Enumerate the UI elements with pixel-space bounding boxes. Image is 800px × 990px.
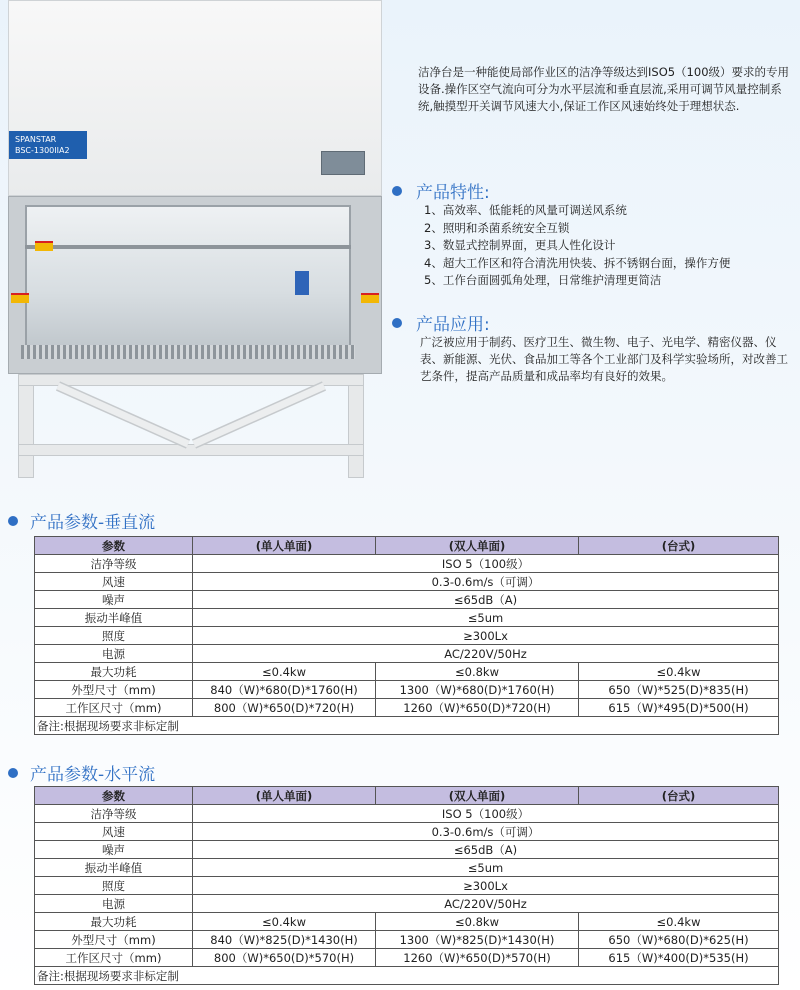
table-row	[35, 913, 779, 931]
param-value: AC/220V/50Hz	[193, 895, 779, 913]
param-value: ISO 5（100级）	[193, 555, 779, 573]
param-label: 噪声	[35, 841, 193, 859]
param-label: 振动半峰值	[35, 609, 193, 627]
table-note-row	[35, 967, 779, 985]
table-row	[35, 555, 779, 573]
param-label: 洁净等级	[35, 555, 193, 573]
brand-name: SPANSTAR	[15, 135, 57, 144]
brand-label	[9, 131, 87, 159]
param-label: 工作区尺寸（mm)	[35, 949, 193, 967]
horizontal-table-heading	[8, 760, 155, 785]
param-label: 最大功耗	[35, 663, 193, 681]
table-row	[35, 877, 779, 895]
bullet-icon	[392, 318, 402, 328]
header-cell: (双人单面)	[376, 537, 579, 555]
param-label: 工作区尺寸（mm)	[35, 699, 193, 717]
table-note-row	[35, 717, 779, 735]
applications-title: 产品应用:	[416, 315, 490, 335]
feature-list	[424, 202, 730, 290]
param-value: ≥300Lx	[193, 627, 779, 645]
applications-text: 广泛被应用于制药、医疗卫生、微生物、电子、光电学、精密仪器、仪表、新能源、光伏、食品加工等各个工业部门及科学实验场所，对改善工艺条件，提高产品质量和成品率均有良好的效果。	[420, 335, 788, 383]
param-value: 650（W)*525(D)*835(H)	[579, 681, 779, 699]
cabinet-stand	[18, 374, 364, 478]
param-value: ≤5um	[193, 859, 779, 877]
param-value: 1300（W)*680(D)*1760(H)	[376, 681, 579, 699]
param-label: 外型尺寸（mm)	[35, 681, 193, 699]
param-value: ISO 5（100级）	[193, 805, 779, 823]
applications-heading	[392, 310, 490, 335]
stand-brace	[18, 374, 364, 478]
table-row	[35, 645, 779, 663]
table-row	[35, 823, 779, 841]
table-row	[35, 627, 779, 645]
work-tray	[21, 345, 355, 359]
param-value: ≤0.8kw	[376, 663, 579, 681]
table-row	[35, 859, 779, 877]
switch-icon	[295, 271, 309, 295]
param-label: 电源	[35, 645, 193, 663]
param-value: 0.3-0.6m/s（可调）	[193, 573, 779, 591]
param-value: 615（W)*495(D)*500(H)	[579, 699, 779, 717]
param-label: 洁净等级	[35, 805, 193, 823]
list-item: 2、照明和杀菌系统安全互锁	[424, 220, 570, 235]
param-value: 800（W)*650(D)*720(H)	[193, 699, 376, 717]
param-value: 615（W)*400(D)*535(H)	[579, 949, 779, 967]
sash-rail	[25, 245, 351, 249]
param-value: ≤0.4kw	[193, 913, 376, 931]
param-label: 照度	[35, 877, 193, 895]
param-value: 1260（W)*650(D)*720(H)	[376, 699, 579, 717]
table-row	[35, 699, 779, 717]
param-label: 照度	[35, 627, 193, 645]
list-item: 3、数显式控制界面，更具人性化设计	[424, 238, 616, 252]
param-value: ≤0.4kw	[579, 663, 779, 681]
table-note: 备注:根据现场要求非标定制	[35, 717, 779, 735]
param-value: 650（W)*680(D)*625(H)	[579, 931, 779, 949]
bullet-icon	[8, 768, 18, 778]
list-item: 4、超大工作区和符合清洗用快装、拆不锈钢台面，操作方便	[424, 255, 731, 270]
work-chamber	[8, 196, 382, 374]
vertical-table-heading	[8, 508, 155, 533]
table-row	[35, 681, 779, 699]
warning-label-icon	[11, 293, 29, 303]
table-row	[35, 805, 779, 823]
table-row	[35, 609, 779, 627]
table-row	[35, 573, 779, 591]
list-item: 1、高效率、低能耗的风量可调送风系统	[424, 203, 627, 217]
bullet-icon	[392, 186, 402, 196]
header-cell: (单人单面)	[193, 787, 376, 805]
param-value: ≥300Lx	[193, 877, 779, 895]
warning-label-icon	[35, 241, 53, 251]
header-cell: 参数	[35, 787, 193, 805]
table-row	[35, 591, 779, 609]
header-cell: (台式)	[579, 787, 779, 805]
param-label: 噪声	[35, 591, 193, 609]
header-cell: (台式)	[579, 537, 779, 555]
warning-label-icon	[361, 293, 379, 303]
param-value: ≤0.8kw	[376, 913, 579, 931]
header-cell: 参数	[35, 537, 193, 555]
param-value: 840（W)*825(D)*1430(H)	[193, 931, 376, 949]
control-panel	[321, 151, 365, 175]
features-heading	[392, 178, 490, 203]
header-cell: (双人单面)	[376, 787, 579, 805]
model-name: BSC-1300IIA2	[15, 146, 70, 155]
vertical-params-table	[34, 536, 779, 735]
table-row	[35, 949, 779, 967]
param-value: ≤65dB（A)	[193, 841, 779, 859]
param-value: ≤0.4kw	[193, 663, 376, 681]
table-row	[35, 931, 779, 949]
param-value: ≤65dB（A)	[193, 591, 779, 609]
table-header-row	[35, 537, 779, 555]
param-value: 800（W)*650(D)*570(H)	[193, 949, 376, 967]
table-row	[35, 663, 779, 681]
param-value: 1300（W)*825(D)*1430(H)	[376, 931, 579, 949]
cabinet-hood	[8, 0, 382, 196]
horizontal-params-table	[34, 786, 779, 985]
bullet-icon	[8, 516, 18, 526]
param-label: 外型尺寸（mm)	[35, 931, 193, 949]
table-header-row	[35, 787, 779, 805]
table-row	[35, 841, 779, 859]
intro-text: 洁净台是一种能使局部作业区的洁净等级达到ISO5（100级）要求的专用设备.操作区空气流向可分为水平层流和垂直层流,采用可调节风量控制系统,触摸型开关调节风速大小,保证工作区风速始终处于理想状态.	[418, 65, 790, 113]
param-value: AC/220V/50Hz	[193, 645, 779, 663]
param-value: 840（W)*680(D)*1760(H)	[193, 681, 376, 699]
param-label: 风速	[35, 823, 193, 841]
param-value: 1260（W)*650(D)*570(H)	[376, 949, 579, 967]
param-label: 电源	[35, 895, 193, 913]
vertical-table-title: 产品参数-垂直流	[30, 513, 156, 533]
header-cell: (单人单面)	[193, 537, 376, 555]
param-value: 0.3-0.6m/s（可调）	[193, 823, 779, 841]
param-value: ≤0.4kw	[579, 913, 779, 931]
table-note: 备注:根据现场要求非标定制	[35, 967, 779, 985]
table-row	[35, 895, 779, 913]
product-image	[0, 0, 385, 480]
param-label: 振动半峰值	[35, 859, 193, 877]
list-item: 5、工作台面圆弧角处理，日常维护清理更简洁	[424, 273, 662, 287]
param-label: 最大功耗	[35, 913, 193, 931]
param-label: 风速	[35, 573, 193, 591]
horizontal-table-title: 产品参数-水平流	[30, 765, 156, 785]
param-value: ≤5um	[193, 609, 779, 627]
features-title: 产品特性:	[416, 183, 490, 203]
